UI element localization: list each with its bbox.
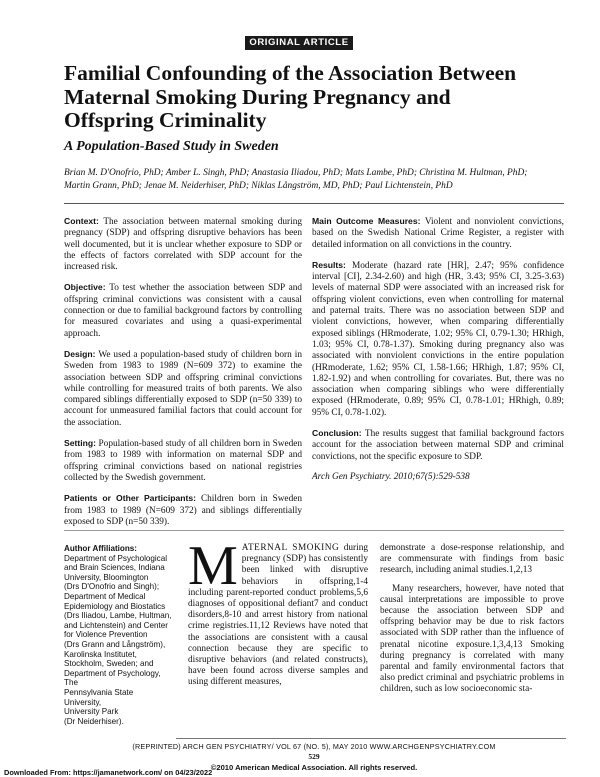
affiliation-line: for Violence Prevention [64, 630, 148, 640]
article-subtitle: A Population-Based Study in Sweden [64, 139, 279, 154]
affiliation-line: Stockholm, Sweden; and [64, 659, 154, 669]
affiliation-line: (Drs Iliadou, Lambe, Hultman, [64, 611, 172, 621]
lead-in-caps: ATERNAL SMOKING [241, 543, 340, 553]
abstract-citation: Arch Gen Psychiatry. 2010;67(5):529-538 [312, 471, 470, 482]
abstract-context [64, 216, 302, 273]
affiliation-line: and Brain Sciences, Indiana [64, 563, 165, 573]
affiliation-line: Department of Psychology, The [64, 668, 161, 688]
setting-label: Setting: [64, 438, 96, 449]
setting-text: Population-based study of all children born in Sweden from 1983 to 1989 with information on maternal SDP and offspring criminal convictions based on national registries collected by the Swedish government. [64, 439, 302, 483]
body-column-2 [380, 543, 564, 696]
journal-footer: (REPRINTED) ARCH GEN PSYCHIATRY/ VOL 67 (NO. 5), MAY 2010 WWW.ARCHGENPSYCHIATRY.COM [132, 742, 496, 751]
abstract-design [64, 349, 302, 429]
body-column-1 [188, 535, 368, 689]
context-text: The association between maternal smoking during pregnancy (SDP) and offspring disruptive behaviors has been well documented, but it is unclear whether exposure to SDP or the effects of factors correlated with SDP account for the increased risk. [64, 217, 303, 273]
design-label: Design: [64, 348, 96, 359]
copyright-notice: ©2010 American Medical Association. All rights reserved. [210, 763, 418, 772]
affiliation-line: University, Bloomington [64, 572, 149, 582]
affiliation-line: Karolinska Institutet, [64, 649, 137, 659]
drop-cap: M [188, 535, 238, 597]
footer-divider [176, 738, 566, 739]
participants-text: Children born in Sweden from 1983 to 1989 (N=609 372) and siblings differentially exposed to SDP (n=50 339). [64, 494, 302, 527]
affiliation-line: Department of Medical [64, 591, 146, 601]
author-list: Brian M. D'Onofrio, PhD; Amber L. Singh, PhD; Anastasia Iliadou, PhD; Mats Lambe, PhD; Christina M. Hultman, PhD; Martin Grann, PhD; Jenae M. Neiderhiser, PhD; Niklas Långström, MD, PhD; Paul Lichtenstein, PhD [64, 168, 528, 191]
affiliation-line: Department of Psychological [64, 553, 168, 563]
abstract-results [312, 260, 564, 419]
abstract-right-column [312, 216, 564, 492]
context-label: Context: [64, 216, 99, 226]
author-affiliations [64, 544, 172, 726]
conclusion-text: The results suggest that familial background factors account for the association between maternal SDP and criminal convictions, not the specific exposure to SDP. [312, 429, 564, 462]
header-divider [64, 203, 564, 204]
outcome-label: Main Outcome Measures: [312, 216, 421, 226]
affiliation-line: University Park [64, 707, 119, 717]
abstract-setting [64, 438, 302, 484]
body-paragraph: demonstrate a dose-response relationship, and are commensurate with findings from basic research, including animal studies.1,2,13 [380, 543, 564, 576]
abstract-left-column [64, 216, 302, 537]
affiliation-line: Pennsylvania State University, [64, 687, 134, 707]
article-type-banner: ORIGINAL ARTICLE [245, 36, 353, 50]
article-title: Familial Confounding of the Association Between Maternal Smoking During Pregnancy and Offspring Criminality [64, 61, 517, 132]
abstract-conclusion [312, 428, 564, 463]
results-text: Moderate (hazard rate [HR], 2.47; 95% confidence interval [CI], 2.34-2.60) and high (HR, 3.43; 95% CI, 3.25-3.63) levels of maternal SDP were associated with an increased risk for offspring violent convictions, even when controlling for maternal and paternal traits. There was no association between SDP and violent convictions, however, when comparing differentially exposed siblings (HRmoderate, 1.02; 95% CI, 0.79-1.30; HRhigh, 1.03; 95% CI, 0.78-1.37). Smoking during pregnancy also was associated with nonviolent convictions in the entire population (HRmoderate, 1.62; 95% CI, 1.58-1.66; HRhigh, 1.87; 95% CI, 1.82-1.92) and when controlling for covariates. But, there was no association when comparing siblings who were differentially exposed (HRmoderate, 0.89; 95% CI, 0.78-1.01; HRhigh, 0.89; 95% CI, 0.78-1.02). [312, 260, 564, 418]
affiliation-line: Epidemiology and Biostatics [64, 601, 166, 611]
abstract-objective [64, 282, 302, 339]
body-paragraph: Many researchers, however, have noted that causal interpretations are impossible to prove because the association between SDP and offspring behavior may be due to risk factors associated with SDP rather than the influence of prenatal nicotine exposure.1,3,4,13 Smoking during pregnancy is correlated with many parental and family environmental factors that also predict criminal and psychiatric problems in children, such as low socioeconomic sta- [380, 583, 564, 695]
affiliation-line: and Lichtenstein) and Center [64, 620, 168, 630]
affiliation-line: (Dr Neiderhiser). [64, 716, 124, 726]
page-number: 529 [308, 752, 320, 761]
affiliations-heading: Author Affiliations: [64, 544, 137, 553]
conclusion-label: Conclusion: [312, 428, 362, 439]
affiliation-line: (Drs Grann and Långström), [64, 639, 166, 649]
objective-text: To test whether the association between SDP and offspring criminal convictions was consistent with a causal connection or due to familial background factors by controlling for measured covariates and using a quasi-experimental approach. [64, 283, 303, 339]
body-paragraph: during pregnancy (SDP) has consistently been linked with disruptive behaviors in offspring,1-4 including parent-reported conduct problems,5,6 diagnoses of oppositional defiant7 and conduct disorders,8-10 and arrest history from national crime registries.11,12 Reviews have noted that the associations are consistent with a causal connection because they are specific to disruptive behaviors (and related constructs), have been found across diverse samples and using different measures, [188, 543, 368, 688]
abstract-participants [64, 493, 302, 528]
abstract-outcome [312, 216, 564, 251]
participants-label: Patients or Other Participants: [64, 493, 196, 504]
affiliation-line: (Drs D'Onofrio and Singh); [64, 582, 160, 592]
outcome-text: Violent and nonviolent convictions, based on the Swedish National Crime Register, a register with detailed information on all convictions in the country. [312, 217, 565, 250]
design-text: We used a population-based study of children born in Sweden from 1983 to 1989 (N=609 372) to examine the association between SDP and offspring criminal convictions while controlling for measured traits of both parents. We also compared siblings differentially exposed to SDP (n=50 339) to account for unmeasured familial factors that could account for the association. [64, 349, 302, 428]
download-stamp[interactable]: Downloaded From: https://jamanetwork.com/ on 04/23/2022 [4, 768, 213, 777]
abstract-divider [64, 530, 564, 531]
results-label: Results: [312, 259, 346, 270]
objective-label: Objective: [64, 282, 106, 293]
